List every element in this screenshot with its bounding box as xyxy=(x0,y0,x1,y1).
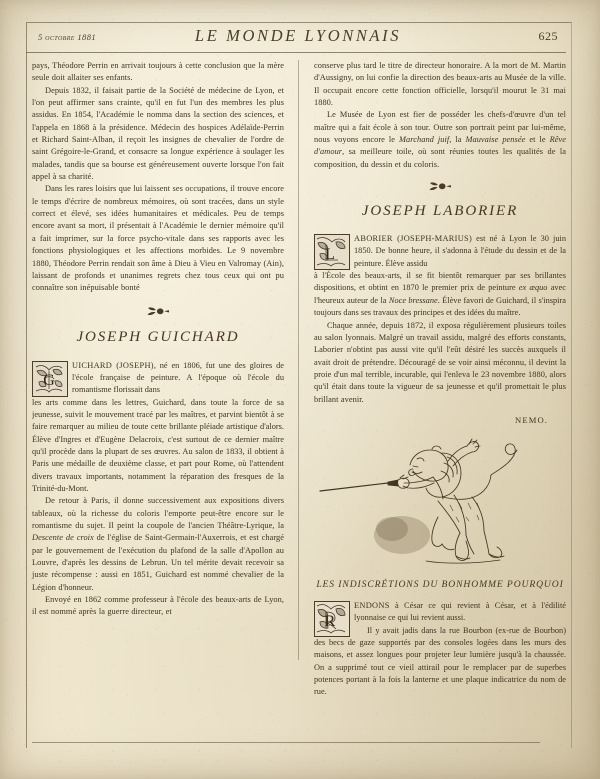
section-title-laborier: JOSEPH LABORIER xyxy=(361,203,519,220)
paragraph: conserve plus tard le titre de directeur honoraire. A la mort de M. Martin d'Aussigny, on lui confie la direction des beaux-arts au Musée de la ville. Il occupait encore cette fonction officielle, lorsqu'il mourut le 31 mai 1880. xyxy=(314,61,566,108)
page-number: 625 xyxy=(538,29,558,43)
paragraph: Dans les rares loisirs que lui laissent ses occupations, il trouve encore le temps d'écrire de nombreux mémoires, où sont tracées, dans un style correct et élevé, ses idées humanitaires et médicales. Peu de temps encore avant sa mort, il présentait à l'Académie le dernier mémoire qu'il a fait imprimer, sur la force psycho-vitale dans ses rapports avec les fonctions physiologiques et les affections morbides. Le 9 novembre 1880, Théodore Perrin rendait son âme à Dieu à Vieu en Valromay (Ain), laissant de profonds et unanimes regrets chez tous ceux qui ont pu connaître son inépuisable bonté xyxy=(32,184,284,293)
svg-text:G: G xyxy=(43,371,55,389)
section-title-indiscretions: LES INDISCRÉTIONS DU BONHOMME POURQUOI xyxy=(316,578,564,590)
paragraph: Le Musée de Lyon est fier de posséder les chefs-d'œuvre d'un tel maître qui a fait école à son tour. Outre son portrait peint par lui-même, nous voyons encore le Marchand juif, la Mauvaise pensée et le Rêve d'amour, sa meilleure toile, où sont réunies toutes les qualités de la composition, du dessin et du coloris. xyxy=(314,110,566,169)
paragraph: Chaque année, depuis 1872, il exposa régulièrement plusieurs toiles au salon lyonnais. Malgré un travail assidu, malgré des efforts constants, Laborier n'obtint pas aussi vite qu'il l'eût désiré les succès auxquels il avait droit de prétendre. Découragé de se voir ainsi méconnu, il devint la proie d'un mal terrible, incurable, qui l'enleva le 23 novembre 1880, alors qu'il était dans toute la vigueur de sa jeunesse et qu'il promettait le plus brillant avenir. xyxy=(314,320,566,404)
paragraph: De retour à Paris, il donne successivement aux expositions divers tableaux, où la richesse du coloris l'emporte peut-être encore sur le romantisme du sujet. Il peint la coupole de l'ancien Théâtre-Lyrique, la Descente de croix de l'église de Saint-Germain-l'Auxerrois, et est chargé par le gouvernement de l'exécution du plafond de la salle d'Apollon au Louvre, d'après les dessins de Lebrun. Un tel mérite devait recevoir sa juste récompense : aussi en 1851, Guichard est nommé chevalier de la Légion d'honneur. xyxy=(32,496,284,592)
section-title-guichard: JOSEPH GUICHARD xyxy=(76,328,240,345)
paragraph: pays, Théodore Perrin en arrivait toujours à cette conclusion que la mère seule doit allaiter ses enfants. xyxy=(32,61,284,83)
head-rule xyxy=(26,52,566,53)
paragraph: Il y avait jadis dans la rue Bourbon (ex-rue de Bourbon) des becs de gaze supportés par des consoles logées dans les murs des maisons, et assez longues pour projeter leur lumière jusqu'à la chaussée. On a supprimé tout ce vieil attirail pour le remplacer par de superbes potences portant à la fois la lanterne et une plaque indicatrice du nom de rue. xyxy=(314,625,566,697)
publication-title: LE MONDE LYONNAIS xyxy=(194,26,402,45)
right-column xyxy=(314,60,566,699)
paragraph: Envoyé en 1862 comme professeur à l'école des beaux-arts de Lyon, il est nommé après la guerre directeur, et xyxy=(32,595,284,617)
paragraph-dropcap-rest: à l'École des beaux-arts, il se fit bientôt remarquer par ses brillantes dispositions, et obtint en 1870 le premier prix de peinture ex æquo avec l'heureux auteur de la Noce bressane. Élève favori de Guichard, il s'inspira toujours dans ses travaux des principes et des idées du maître. xyxy=(314,271,566,318)
decorated-initial-g-icon xyxy=(32,361,68,397)
left-column xyxy=(32,60,284,619)
paragraph-dropcap-head: ABORIER (JOSEPH-MARIUS) est né à Lyon le 30 juin 1850. De bonne heure, il s'adonna à l'étude du dessin et de la peinture. Élève assidu xyxy=(354,234,566,268)
dropcap-block xyxy=(314,233,566,319)
paragraph-dropcap-head: ENDONS à César ce qui revient à César, et à l'édilité lyonnaise ce qui lui revient aussi. xyxy=(354,600,566,623)
dropcap-block xyxy=(314,600,566,699)
paragraph-dropcap-rest: les arts comme dans les lettres, Guichard, dans toute la force de sa jeunesse, suivit le mouvement tracé par les maîtres, et parvint bientôt à se faire remarquer au milieu de toute cette brillante pléiade artistique d'alors. Élève d'Ingres et d'Eugène Delacroix, c'est surtout de ce dernier maître qu'il procède dans la plupart de ses œuvres. Au salon de 1833, il obtient à Paris une médaille de deuxième classe, et part pour Rome, où l'attendent divers travaux importants, notamment la réparation des fresques de la Trinité-du-Mont. xyxy=(32,397,284,493)
running-head xyxy=(26,26,570,52)
decorated-initial-r-icon xyxy=(314,601,350,637)
decorated-initial-l-icon xyxy=(314,234,350,270)
rampant-lion-illustration xyxy=(314,425,566,573)
issue-date: 5 octobre 1881 xyxy=(38,32,96,42)
column-container xyxy=(32,60,566,750)
svg-text:R: R xyxy=(324,612,336,630)
svg-text:L: L xyxy=(325,246,335,264)
bottom-rule xyxy=(32,742,540,743)
fleuron-ornament-icon xyxy=(314,181,566,195)
fleuron-ornament-icon xyxy=(32,306,284,320)
column-divider xyxy=(298,60,299,660)
paragraph: Depuis 1832, il faisait partie de la Société de médecine de Lyon, et l'on peut affirmer sans crainte, qu'il en fut l'un des membres les plus assidus. En 1854, l'Académie le nomma dans la section des sciences, et l'appela en 1868 à la présidence. Médecin des hospices Adélaïde-Perrin et Richard Saint-Alban, il reçoit les insignes de chevalier de l'ordre de saint Grégoire-le-Grand, et consacre sa longue expérience à soulager les malades, tandis que sa bourse est généreusement ouverte lorsque l'on fait appel à sa charité. xyxy=(32,85,284,182)
article-signature: NEMO. xyxy=(515,414,548,425)
paragraph-dropcap-head: UICHARD (JOSEPH), né en 1806, fut une des gloires de l'école française de peinture. A l'époque où l'école du romantisme florissait dans xyxy=(72,360,284,395)
dropcap-block xyxy=(32,360,284,496)
